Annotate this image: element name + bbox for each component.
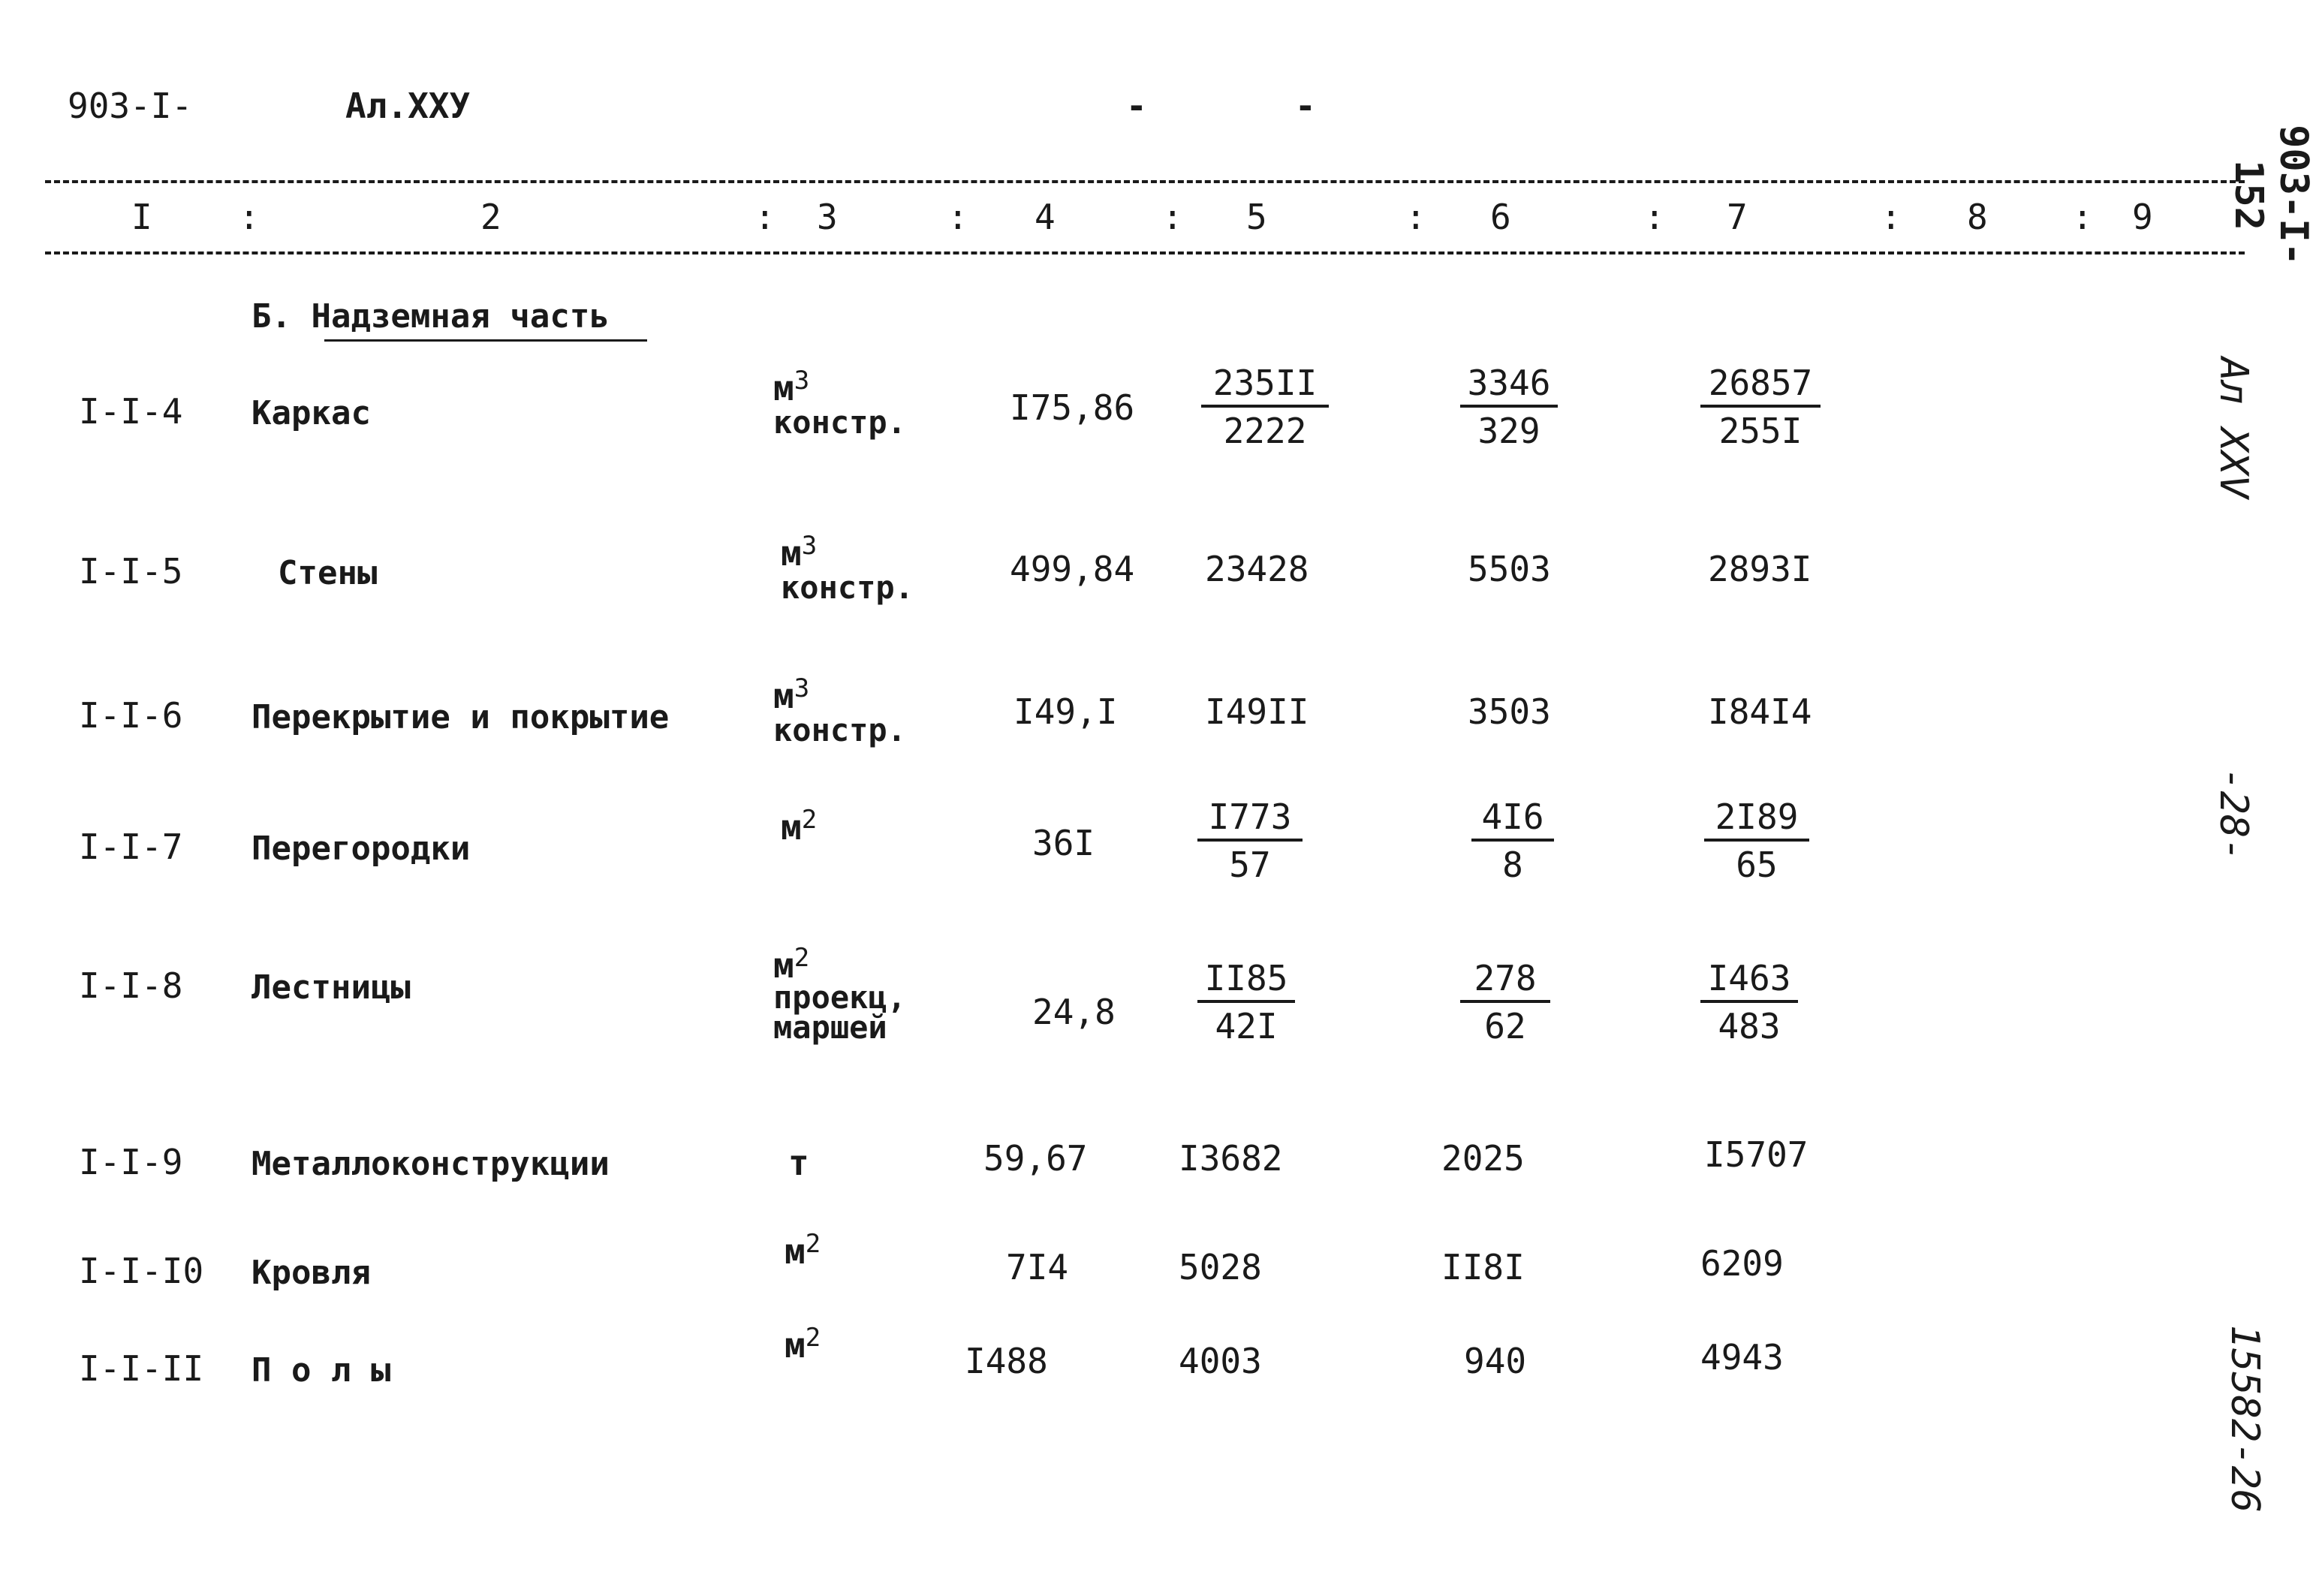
row-code: I-I-5 bbox=[79, 551, 183, 592]
row-quantity: 36I bbox=[1032, 823, 1095, 863]
album-label: Ал.XXУ bbox=[345, 86, 471, 126]
row-col6-fraction: $\frac{4I6}{8}$ bbox=[1471, 800, 1554, 882]
column-header-top-rule bbox=[45, 180, 2245, 183]
section-title-underline bbox=[324, 339, 647, 342]
row-quantity: I49,I bbox=[1013, 691, 1118, 732]
row-col5-fraction: $\frac{235II}{2222}$ bbox=[1201, 366, 1329, 448]
row-col6-value: 5503 bbox=[1468, 549, 1551, 589]
column-number-7: 7 bbox=[1727, 197, 1748, 237]
row-col6-value: 940 bbox=[1464, 1341, 1527, 1381]
row-quantity: 24,8 bbox=[1032, 992, 1116, 1032]
row-code: I-I-6 bbox=[79, 695, 183, 736]
row-quantity: 499,84 bbox=[1010, 549, 1135, 589]
row-col7-value: 4943 bbox=[1700, 1337, 1784, 1378]
row-col5-fraction: $\frac{I773}{57}$ bbox=[1197, 800, 1303, 882]
row-quantity: I488 bbox=[965, 1341, 1048, 1381]
row-name: Кровля bbox=[251, 1254, 371, 1292]
column-number-1: I bbox=[131, 197, 152, 237]
row-col6-value: 2025 bbox=[1441, 1138, 1525, 1179]
header-dash: - bbox=[1126, 86, 1147, 126]
row-name: Стены bbox=[278, 554, 378, 592]
row-col7-value: 6209 bbox=[1700, 1243, 1784, 1284]
row-col7-fraction: $\frac{2I89}{65}$ bbox=[1704, 800, 1809, 882]
row-col7-fraction: $\frac{26857}{255I}$ bbox=[1700, 366, 1821, 448]
side-bottom-code: 15582-26 bbox=[2222, 1324, 2267, 1513]
column-separator: : bbox=[1644, 197, 1665, 237]
row-quantity: I75,86 bbox=[1010, 387, 1135, 428]
column-number-9: 9 bbox=[2132, 197, 2153, 237]
column-header-bottom-rule bbox=[45, 251, 2245, 254]
row-name: Металлоконструкции bbox=[251, 1145, 610, 1183]
row-code: I-I-8 bbox=[79, 965, 183, 1006]
row-col5-value: 23428 bbox=[1205, 549, 1309, 589]
row-code: I-I-9 bbox=[79, 1142, 183, 1182]
row-quantity: 7I4 bbox=[1006, 1247, 1069, 1287]
side-page-number: -28- bbox=[2211, 767, 2256, 862]
column-number-2: 2 bbox=[480, 197, 501, 237]
column-number-3: 3 bbox=[817, 197, 838, 237]
row-col7-value: 2893I bbox=[1708, 549, 1812, 589]
row-code: I-I-I0 bbox=[79, 1251, 204, 1291]
column-separator: : bbox=[1162, 197, 1183, 237]
row-col6-value: 3503 bbox=[1468, 691, 1551, 732]
column-number-6: 6 bbox=[1490, 197, 1511, 237]
row-col5-value: 5028 bbox=[1179, 1247, 1262, 1287]
row-unit: $м^2$ проекц, маршей bbox=[773, 943, 907, 1046]
column-separator: : bbox=[1881, 197, 1902, 237]
row-unit: $м^3$ констр. bbox=[773, 366, 907, 441]
row-unit: $м^2$ bbox=[785, 1323, 821, 1366]
row-name: П о л ы bbox=[251, 1351, 391, 1390]
row-unit: $м^2$ bbox=[781, 805, 818, 848]
side-document-code: 903-I-152 bbox=[2226, 125, 2316, 266]
row-quantity: 59,67 bbox=[983, 1138, 1088, 1179]
row-name: Перекрытие и покрытие bbox=[251, 698, 670, 736]
row-name: Перегородки bbox=[251, 830, 471, 868]
row-code: I-I-7 bbox=[79, 827, 183, 867]
row-col7-value: I84I4 bbox=[1708, 691, 1812, 732]
row-unit: $м^3$ констр. bbox=[781, 531, 914, 607]
column-number-5: 5 bbox=[1246, 197, 1267, 237]
row-col5-value: 4003 bbox=[1179, 1341, 1262, 1381]
row-code: I-I-II bbox=[79, 1348, 204, 1389]
column-separator: : bbox=[1405, 197, 1426, 237]
row-unit: $м^3$ констр. bbox=[773, 673, 907, 749]
row-col6-value: II8I bbox=[1441, 1247, 1525, 1287]
header-dash: - bbox=[1295, 86, 1316, 126]
row-name: Лестницы bbox=[251, 968, 411, 1007]
row-col7-value: I5707 bbox=[1704, 1134, 1809, 1175]
row-unit: т bbox=[788, 1143, 809, 1183]
row-col5-value: I3682 bbox=[1179, 1138, 1283, 1179]
column-number-8: 8 bbox=[1967, 197, 1988, 237]
row-col6-fraction: $\frac{3346}{329}$ bbox=[1460, 366, 1558, 448]
side-album-label: Ал XXV bbox=[2211, 357, 2256, 498]
column-separator: : bbox=[754, 197, 776, 237]
column-separator: : bbox=[239, 197, 260, 237]
column-separator: : bbox=[947, 197, 968, 237]
row-col6-fraction: $\frac{278}{62}$ bbox=[1460, 961, 1550, 1043]
column-separator: : bbox=[2072, 197, 2093, 237]
row-code: I-I-4 bbox=[79, 391, 183, 432]
section-title: Б. Надземная часть bbox=[251, 297, 610, 336]
row-unit: $м^2$ bbox=[785, 1229, 821, 1272]
column-number-4: 4 bbox=[1035, 197, 1056, 237]
row-col5-value: I49II bbox=[1205, 691, 1309, 732]
row-col7-fraction: $\frac{I463}{483}$ bbox=[1700, 961, 1798, 1043]
document-code: 903-I- bbox=[68, 86, 193, 126]
row-name: Каркас bbox=[251, 394, 371, 432]
row-col5-fraction: $\frac{II85}{42I}$ bbox=[1197, 961, 1295, 1043]
